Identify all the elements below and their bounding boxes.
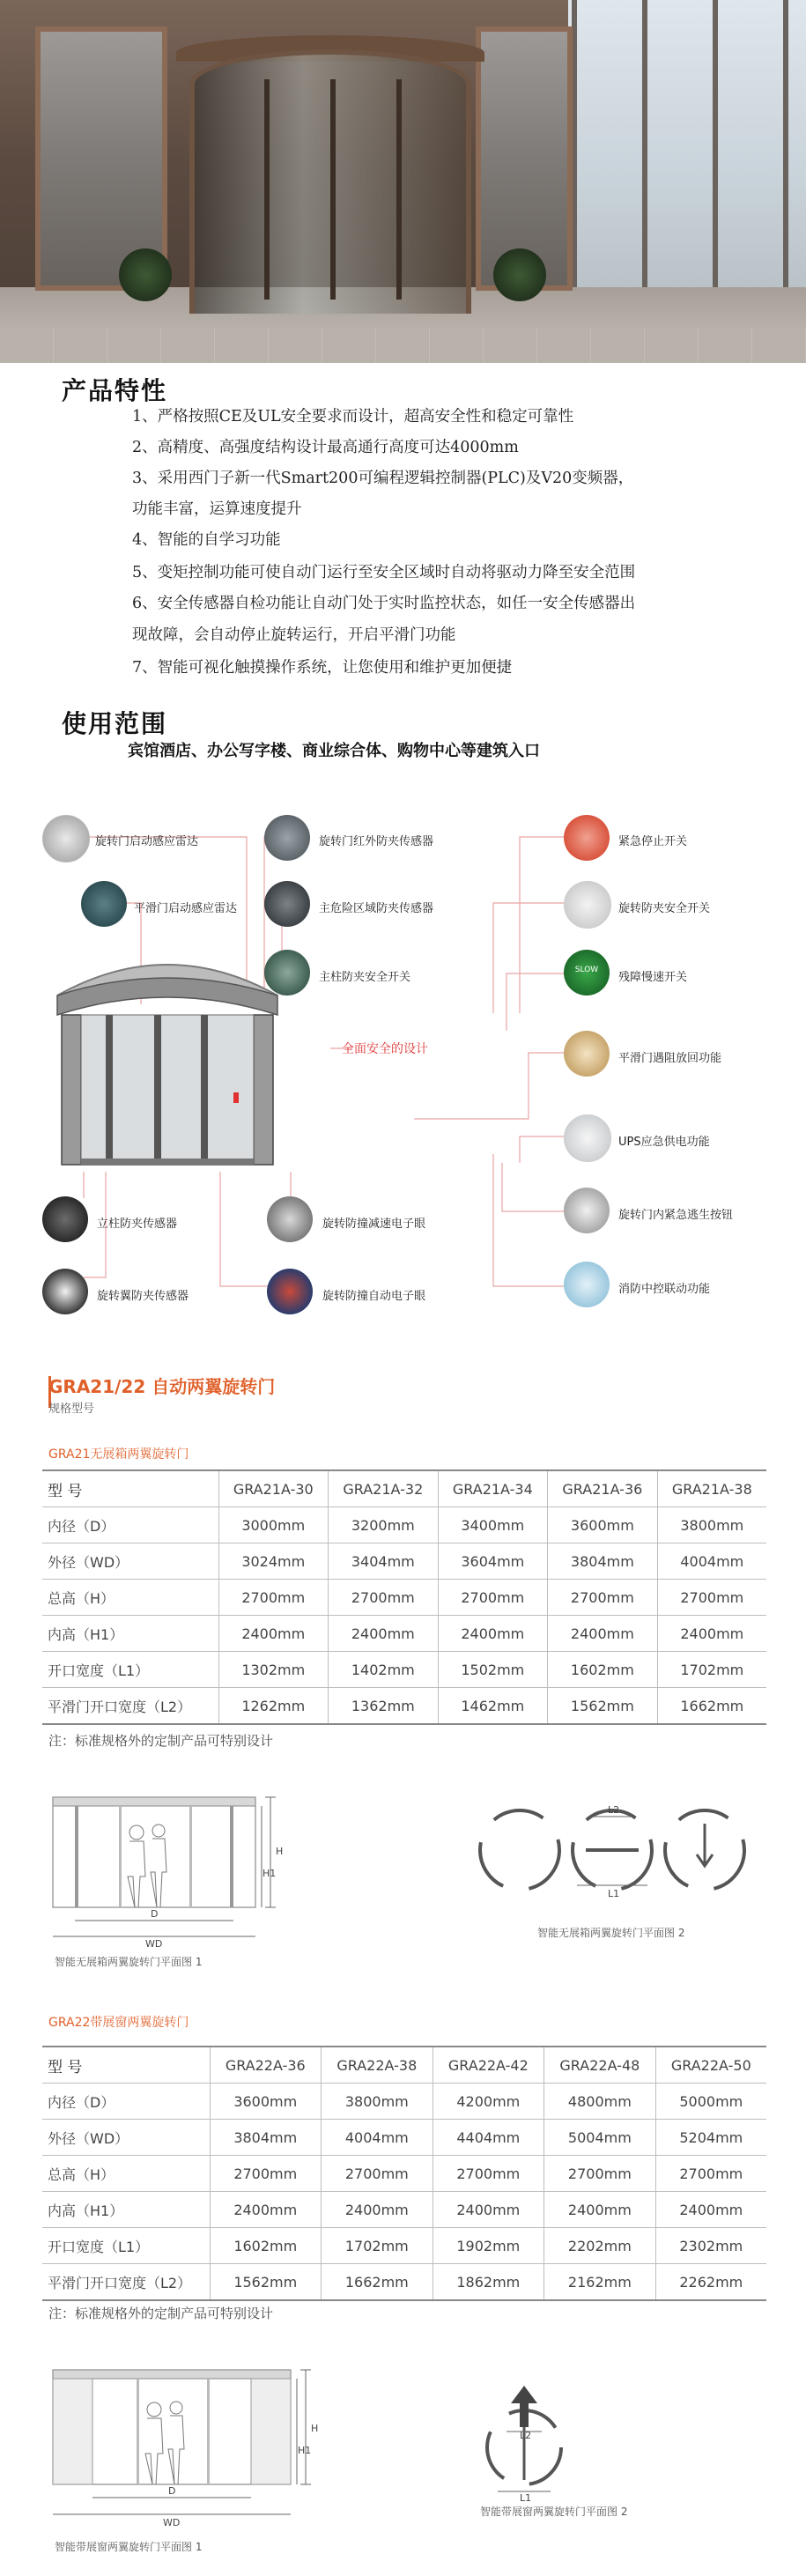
table-cell: 2400mm [655,2192,766,2228]
table-cell: 3404mm [329,1543,439,1580]
sensor-label: UPS应急供电功能 [618,1136,710,1149]
table-cell: 1662mm [322,2264,433,2301]
feature-item: 6、安全传感器自检功能让自动门处于实时监控状态，如任一安全传感器出 [132,595,636,612]
dim-h1-label: H1 [298,2445,312,2456]
spec-subtitle: 规格型号 [48,1403,95,1416]
feature-item: 1、严格按照CE及UL安全要求而设计，超高安全性和稳定可靠性 [132,408,574,426]
dim-l2-label: L2 [608,1804,620,1816]
dim-l1-label: L1 [608,1888,620,1899]
table-cell: 3200mm [329,1507,439,1543]
table-cell: 2400mm [438,1616,548,1652]
dim-wd-label: WD [163,2517,181,2528]
table-cell: 2162mm [544,2264,656,2301]
gra22-caption-2: 智能带展窗两翼旋转门平面图 2 [480,2506,628,2518]
table-cell: 2700mm [218,1580,329,1616]
gra22-plan-drawing [458,2370,634,2502]
sensor-label: 旋转门内紧急逃生按钮 [618,1209,734,1222]
dim-d-label: D [168,2485,176,2497]
table-cell: 内径（D） [42,2084,210,2120]
table-cell: 3600mm [210,2084,322,2120]
gra21-plan-drawing [471,1797,753,1921]
emergency-escape-button-icon [564,1188,610,1233]
table-cell: 3024mm [218,1543,329,1580]
post-anti-pinch-sensor-icon [42,1196,88,1242]
table-header-cell: GRA22A-42 [433,2047,544,2084]
auto-eye-icon [267,1269,313,1314]
obstruction-return-icon [564,1031,610,1077]
feature-item: 5、变矩控制功能可使自动门运行至安全区域时自动将驱动力降至安全范围 [132,564,636,581]
table-cell: 外径（WD） [42,1543,218,1580]
ups-power-icon [564,1114,611,1162]
table-header-cell: GRA22A-48 [544,2047,656,2084]
sensor-label: 紧急停止开关 [618,835,688,848]
table-cell: 2700mm [548,1580,658,1616]
table-cell: 1402mm [329,1652,439,1688]
table-cell: 1702mm [322,2228,433,2264]
table-cell: 1562mm [210,2264,322,2301]
table-cell: 2700mm [657,1580,766,1616]
table-header-cell: GRA22A-38 [322,2047,433,2084]
slow-button-icon: SLOW [564,950,610,996]
gra21-section-title: GRA21无展箱两翼旋转门 [48,1447,189,1462]
table-cell: 1302mm [218,1652,329,1688]
dim-l1-label: L1 [520,2492,532,2502]
sensor-label: 旋转防撞自动电子眼 [322,1290,426,1303]
sensor-label: 消防中控联动功能 [618,1283,711,1296]
dim-l2-label: L2 [520,2430,532,2441]
table-cell: 1602mm [548,1652,658,1688]
table-cell: 4004mm [322,2120,433,2156]
sensor-label: 主危险区域防夹传感器 [319,902,434,915]
usage-title: 使用范围 [62,709,168,738]
gra21-elevation-drawing [48,1788,313,1956]
features-title: 产品特性 [62,376,168,405]
gra22-spec-table [42,2046,766,2301]
table-cell: 总高（H） [42,2156,210,2192]
table-cell: 2400mm [210,2192,322,2228]
center-safety-label: 全面安全的设计 [342,1042,428,1056]
table-cell: 2400mm [329,1616,439,1652]
wing-anti-pinch-sensor-icon [42,1269,88,1314]
table-cell: 4404mm [433,2120,544,2156]
table-cell: 2202mm [544,2228,656,2264]
table-cell: 3000mm [218,1507,329,1543]
spec-title: GRA21/22 自动两翼旋转门 [48,1376,276,1397]
table-cell: 1462mm [438,1688,548,1725]
table-cell: 2700mm [433,2156,544,2192]
sensor-label: 残障慢速开关 [618,971,688,984]
anti-pinch-switch-icon [564,881,611,929]
dim-h-label: H [276,1846,284,1857]
table-cell: 2700mm [655,2156,766,2192]
table-cell: 1662mm [657,1688,766,1725]
table-cell: 1702mm [657,1652,766,1688]
sensor-label: 旋转防撞减速电子眼 [322,1218,426,1231]
table-header-cell: GRA21A-36 [548,1470,658,1507]
table-row [42,1543,766,1580]
sensor-label: 旋转门启动感应雷达 [95,835,199,848]
table-cell: 1502mm [438,1652,548,1688]
table-cell: 3800mm [657,1507,766,1543]
table-cell: 1902mm [433,2228,544,2264]
table-cell: 2700mm [438,1580,548,1616]
table-cell: 2700mm [329,1580,439,1616]
sensor-label: 旋转门红外防夹传感器 [319,835,434,848]
table-cell: 1862mm [433,2264,544,2301]
revolving-door-radar-icon [42,815,90,862]
sensor-label: 旋转翼防夹传感器 [97,1290,189,1303]
table-cell: 平滑门开口宽度（L2） [42,1688,218,1725]
gra21-spec-table [42,1469,766,1725]
table-cell: 1262mm [218,1688,329,1725]
table-cell: 总高（H） [42,1580,218,1616]
table-cell: 内高（H1） [42,2192,210,2228]
table-header-cell: GRA22A-50 [655,2047,766,2084]
feature-item: 3、采用西门子新一代Smart200可编程逻辑控制器(PLC)及V20变频器， [132,470,634,487]
table-cell: 3600mm [548,1507,658,1543]
table-header-row [42,1470,766,1507]
table-cell: 3604mm [438,1543,548,1580]
table-cell: 2400mm [544,2192,656,2228]
gra22-section-title: GRA22带展窗两翼旋转门 [48,2016,189,2030]
gra22-elevation-drawing [48,2361,339,2537]
sensor-label: 主柱防夹安全开关 [319,971,411,984]
table-cell: 2400mm [657,1616,766,1652]
table-cell: 2400mm [218,1616,329,1652]
post-safety-switch-icon [264,950,310,996]
sliding-door-radar-icon [81,881,127,927]
table-cell: 5004mm [544,2120,656,2156]
table-row [42,1688,766,1725]
sensor-label: 平滑门遇阻放回功能 [618,1052,722,1065]
feature-item: 现故障，会自动停止旋转运行，开启平滑门功能 [132,626,456,644]
table-cell: 3400mm [438,1507,548,1543]
feature-item: 功能丰富，运算速度提升 [132,500,302,518]
table-cell: 3804mm [548,1543,658,1580]
table-cell: 内高（H1） [42,1616,218,1652]
table-cell: 4200mm [433,2084,544,2120]
table-cell: 内径（D） [42,1507,218,1543]
feature-item: 4、智能的自学习功能 [132,531,281,549]
table-cell: 2262mm [655,2264,766,2301]
dim-h1-label: H1 [263,1868,277,1879]
table-cell: 1562mm [548,1688,658,1725]
table-row [42,1507,766,1543]
table-row [42,1616,766,1652]
table-cell: 5000mm [655,2084,766,2120]
feature-item: 7、智能可视化触摸操作系统，让您使用和维护更加便捷 [132,659,513,677]
table-cell: 3800mm [322,2084,433,2120]
gra21-caption-2: 智能无展箱两翼旋转门平面图 2 [537,1927,685,1939]
table-cell: 2400mm [548,1616,658,1652]
sensor-label: 平滑门启动感应雷达 [134,902,238,915]
table-cell: 平滑门开口宽度（L2） [42,2264,210,2301]
table-header-cell: GRA21A-34 [438,1470,548,1507]
table-header-row [42,2047,766,2084]
table-cell: 2700mm [322,2156,433,2192]
table-cell: 外径（WD） [42,2120,210,2156]
table-row [42,2120,766,2156]
hero-door-photo [0,0,806,363]
table-header-cell: GRA21A-32 [329,1470,439,1507]
table-row [42,1652,766,1688]
infrared-sensor-icon [264,815,310,861]
table-header-cell: 型 号 [42,2047,210,2084]
deceleration-eye-icon [267,1196,313,1242]
table-cell: 3804mm [210,2120,322,2156]
table-cell: 2400mm [433,2192,544,2228]
emergency-stop-icon [564,815,610,861]
table-row [42,2228,766,2264]
revolving-door-illustration [57,965,277,1166]
table-cell: 2700mm [210,2156,322,2192]
sensor-label: 立柱防夹传感器 [97,1218,178,1231]
table-row [42,2084,766,2120]
table-row [42,1580,766,1616]
table-cell: 2400mm [322,2192,433,2228]
dim-h-label: H [311,2423,319,2434]
gra21-caption-1: 智能无展箱两翼旋转门平面图 1 [55,1956,203,1968]
danger-zone-sensor-icon [264,881,310,927]
sensor-label: 旋转防夹安全开关 [618,902,711,915]
table-row [42,2156,766,2192]
table-header-cell: GRA21A-30 [218,1470,329,1507]
gra21-note: 注：标准规格外的定制产品可特别设计 [48,1733,274,1749]
table-cell: 1362mm [329,1688,439,1725]
table-row [42,2264,766,2301]
usage-text: 宾馆酒店、办公写字楼、商业综合体、购物中心等建筑入口 [128,742,540,760]
dim-wd-label: WD [145,1938,163,1950]
fire-control-icon [564,1262,610,1307]
gra22-note: 注：标准规格外的定制产品可特别设计 [48,2306,274,2321]
table-header-cell: GRA21A-38 [657,1470,766,1507]
table-cell: 2700mm [544,2156,656,2192]
table-cell: 5204mm [655,2120,766,2156]
table-header-cell: 型 号 [42,1470,218,1507]
table-cell: 1602mm [210,2228,322,2264]
feature-item: 2、高精度、高强度结构设计最高通行高度可达4000mm [132,439,519,456]
gra22-caption-1: 智能带展窗两翼旋转门平面图 1 [55,2541,203,2553]
table-row [42,2192,766,2228]
dim-d-label: D [151,1908,159,1920]
table-cell: 开口宽度（L1） [42,1652,218,1688]
table-header-cell: GRA22A-36 [210,2047,322,2084]
table-cell: 4800mm [544,2084,656,2120]
table-cell: 2302mm [655,2228,766,2264]
table-cell: 4004mm [657,1543,766,1580]
table-cell: 开口宽度（L1） [42,2228,210,2264]
